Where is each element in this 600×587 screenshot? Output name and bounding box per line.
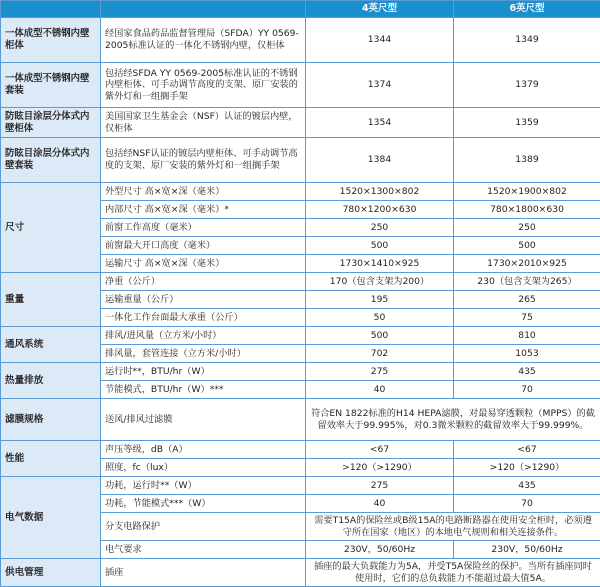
table-header-row — [1, 1, 600, 18]
model-6ft-number: 1349 — [454, 18, 600, 63]
model-desc: 包括经SFDA YY 0569-2005标准认证的不锈钢内壁柜体、可手动调节高度的支架、原厂安装的紫外灯和一组搁手架 — [101, 63, 306, 108]
category-ventilation: 通风系统 — [1, 327, 101, 363]
table-row — [1, 363, 600, 381]
spec-label: 功耗，运行时**（W） — [101, 477, 306, 495]
spec-4ft: 40 — [306, 381, 454, 399]
model-name: 防眩目涂层分体式内壁柜体 — [1, 108, 101, 138]
spec-label: 净重（公斤） — [101, 273, 306, 291]
spec-4ft: 250 — [306, 219, 454, 237]
spec-label: 排风量，套管连接（立方米/小时） — [101, 345, 306, 363]
category-size: 尺寸 — [1, 183, 101, 273]
category-filter: 滤膜规格 — [1, 399, 101, 441]
table-row — [1, 327, 600, 345]
spec-label: 电气要求 — [101, 541, 306, 559]
table-row — [1, 273, 600, 291]
spec-label: 声压等级，dB（A） — [101, 441, 306, 459]
table-row — [1, 559, 600, 587]
spec-6ft: >120（>1290） — [454, 459, 600, 477]
spec-4ft: >120（>1290） — [306, 459, 454, 477]
header-blank-cell — [1, 1, 101, 18]
spec-6ft: 1730×2010×925 — [454, 255, 600, 273]
category-heat: 热量排放 — [1, 363, 101, 399]
spec-6ft: 75 — [454, 309, 600, 327]
spec-6ft: 250 — [454, 219, 600, 237]
spec-4ft: 275 — [306, 477, 454, 495]
spec-6ft: 70 — [454, 381, 600, 399]
spec-4ft: 40 — [306, 495, 454, 513]
spec-label: 功耗，节能模式***（W） — [101, 495, 306, 513]
model-4ft-number: 1344 — [306, 18, 454, 63]
model-6ft-number: 1359 — [454, 108, 600, 138]
spec-6ft: 1520×1900×802 — [454, 183, 600, 201]
model-name: 防眩目涂层分体式内壁套装 — [1, 138, 101, 183]
spec-6ft: 810 — [454, 327, 600, 345]
spec-4ft: 500 — [306, 327, 454, 345]
spec-4ft: 195 — [306, 291, 454, 309]
spec-4ft: 50 — [306, 309, 454, 327]
model-desc: 包括经NSF认证的镀层内壁柜体、可手动调节高度的支架、原厂安装的紫外灯和一组搁手架 — [101, 138, 306, 183]
model-4ft-number: 1384 — [306, 138, 454, 183]
table-row — [1, 477, 600, 495]
table-row — [1, 18, 600, 63]
spec-4ft: 170（包含支架为200） — [306, 273, 454, 291]
spec-6ft: 1053 — [454, 345, 600, 363]
model-6ft-number: 1389 — [454, 138, 600, 183]
header-4ft: 4英尺型 — [306, 1, 454, 18]
table-row — [1, 63, 600, 108]
header-6ft: 6英尺型 — [454, 1, 600, 18]
table-row — [1, 138, 600, 183]
spec-6ft: <67 — [454, 441, 600, 459]
spec-6ft: 500 — [454, 237, 600, 255]
model-6ft-number: 1379 — [454, 63, 600, 108]
spec-label: 运输尺寸 高×宽×深（毫米） — [101, 255, 306, 273]
spec-4ft: <67 — [306, 441, 454, 459]
spec-label: 外型尺寸 高×宽×深（毫米） — [101, 183, 306, 201]
table-row — [1, 441, 600, 459]
table-row — [1, 183, 600, 201]
spec-4ft: 275 — [306, 363, 454, 381]
spec-label: 照度，fc（lux） — [101, 459, 306, 477]
category-power: 供电管理 — [1, 559, 101, 587]
spec-6ft: 230（包含支架为265） — [454, 273, 600, 291]
outlet-spec-value: 插座的最大负载能力为5A，并受T5A保险丝的保护。当所有插座同时使用时，它们的总负载能力不能超过最大值5A。 — [306, 559, 600, 587]
spec-label: 分支电路保护 — [101, 513, 306, 541]
spec-label: 运输重量（公斤） — [101, 291, 306, 309]
spec-6ft: 70 — [454, 495, 600, 513]
header-blank-cell — [101, 1, 306, 18]
spec-label: 一体化工作台面最大承重（公斤） — [101, 309, 306, 327]
model-4ft-number: 1354 — [306, 108, 454, 138]
spec-4ft: 780×1200×630 — [306, 201, 454, 219]
filter-spec-value: 符合EN 1822标准的H14 HEPA滤膜，对最易穿透颗粒（MPPS）的截留效率大于99.995%，对0.3微米颗粒的截留效率大于99.999%。 — [306, 399, 600, 441]
spec-6ft: 230V，50/60Hz — [454, 541, 600, 559]
spec-label: 内部尺寸 高×宽×深（毫米）* — [101, 201, 306, 219]
model-4ft-number: 1374 — [306, 63, 454, 108]
spec-label: 前窗最大开口高度（毫米） — [101, 237, 306, 255]
category-electrical: 电气数据 — [1, 477, 101, 559]
spec-label: 送风/排风过滤膜 — [101, 399, 306, 441]
spec-label: 运行时**，BTU/hr（W） — [101, 363, 306, 381]
spec-6ft: 265 — [454, 291, 600, 309]
spec-4ft: 1520×1300×802 — [306, 183, 454, 201]
spec-4ft: 1730×1410×925 — [306, 255, 454, 273]
spec-6ft: 780×1800×630 — [454, 201, 600, 219]
spec-6ft: 435 — [454, 477, 600, 495]
spec-label: 插座 — [101, 559, 306, 587]
model-name: 一体成型不锈钢内壁套装 — [1, 63, 101, 108]
spec-4ft: 702 — [306, 345, 454, 363]
table-row — [1, 108, 600, 138]
table-row — [1, 399, 600, 441]
category-performance: 性能 — [1, 441, 101, 477]
branch-circuit-value: 需要T15A的保险丝或B级15A的电路断路器在使用安全柜时，必须遵守所在国家（地区）的本地电气规则和相关连接条件。 — [306, 513, 600, 541]
spec-4ft: 230V，50/60Hz — [306, 541, 454, 559]
spec-4ft: 500 — [306, 237, 454, 255]
model-name: 一体成型不锈钢内壁柜体 — [1, 18, 101, 63]
model-desc: 经国家食品药品监督管理局（SFDA）YY 0569-2005标准认证的一体化不锈钢内壁，仅柜体 — [101, 18, 306, 63]
category-weight: 重量 — [1, 273, 101, 327]
spec-6ft: 435 — [454, 363, 600, 381]
spec-label: 节能模式，BTU/hr（W）*** — [101, 381, 306, 399]
model-desc: 美国国家卫生基金会（NSF）认证的镀层内壁，仅柜体 — [101, 108, 306, 138]
spec-label: 排风/进风量（立方米/小时） — [101, 327, 306, 345]
spec-label: 前窗工作高度（毫米） — [101, 219, 306, 237]
